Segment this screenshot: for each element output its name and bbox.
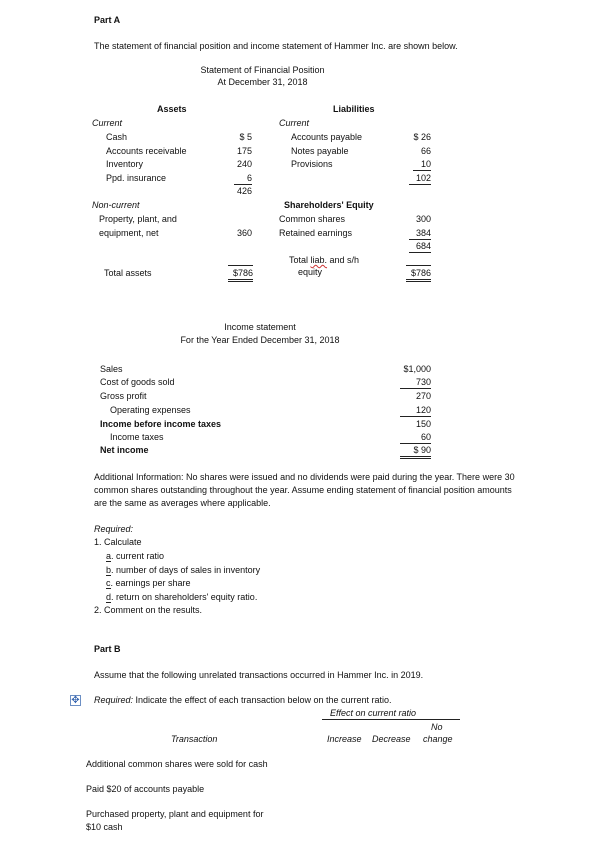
sales-value: $1,000 — [403, 364, 431, 374]
col-transaction: Transaction — [171, 734, 218, 744]
income-title: Income statement — [224, 322, 296, 332]
part-a-intro: The statement of financial position and income statement of Hammer Inc. are shown below. — [94, 41, 458, 51]
total-assets-rule — [228, 265, 253, 266]
total-liab-rule — [406, 265, 431, 266]
gross-profit-label: Gross profit — [100, 391, 147, 401]
liabilities-current-label: Current — [279, 118, 310, 128]
income-taxes-value: 60 — [400, 432, 431, 444]
assets-current-label: Current — [92, 118, 123, 128]
required-sub-item: a. current ratio — [106, 551, 165, 561]
ppe-label-line2: equipment, net — [99, 228, 159, 238]
part-b-intro: Assume that the following unrelated transactions occurred in Hammer Inc. in 2019. — [94, 670, 424, 680]
col-decrease: Decrease — [372, 734, 411, 744]
col-change: change — [423, 734, 453, 744]
additional-info-line: are the same as averages where applicable. — [94, 498, 271, 508]
equity-label: Common shares — [279, 214, 346, 224]
asset-label: Ppd. insurance — [106, 173, 167, 183]
equity-value: 300 — [415, 214, 431, 224]
required-item-2: 2. Comment on the results. — [94, 605, 203, 615]
liability-label: Accounts payable — [291, 132, 363, 142]
col-no: No — [431, 722, 443, 732]
assets-current-total: 426 — [236, 186, 252, 196]
move-arrows-icon[interactable]: ✥ — [71, 695, 80, 706]
part-b-required: Required: Indicate the effect of each transaction below on the current ratio. — [94, 695, 392, 705]
noncurrent-label: Non-current — [92, 200, 140, 210]
additional-info-line: Additional Information: No shares were issued and no dividends were paid during the year. There were 30 — [94, 472, 515, 482]
total-liab-value: $786 — [406, 268, 431, 282]
required-sub-item: c. earnings per share — [106, 578, 191, 588]
income-before-taxes-label: Income before income taxes — [100, 419, 222, 429]
sales-label: Sales — [100, 364, 123, 374]
asset-label: Cash — [106, 132, 128, 142]
equity-value: 384 — [409, 228, 431, 240]
asset-value: 240 — [236, 159, 252, 169]
required-item-1: 1. Calculate — [94, 537, 142, 547]
required-sub-item: b. number of days of sales in inventory — [106, 565, 261, 575]
liability-label: Provisions — [291, 159, 333, 169]
liabilities-header: Liabilities — [333, 104, 375, 114]
asset-label: Accounts receivable — [106, 146, 187, 156]
opex-label: Operating expenses — [110, 405, 191, 415]
sfp-date: At December 31, 2018 — [217, 77, 308, 87]
liabilities-current-total: 102 — [409, 173, 431, 185]
total-liab-label-line2: equity — [298, 267, 323, 277]
liability-value: $ 26 — [413, 132, 431, 142]
assets-header: Assets — [157, 104, 187, 114]
asset-value: $ 5 — [239, 132, 252, 142]
ppe-value: 360 — [236, 228, 252, 238]
liability-label: Notes payable — [291, 146, 349, 156]
sfp-title: Statement of Financial Position — [200, 65, 325, 75]
asset-label: Inventory — [106, 159, 144, 169]
income-period: For the Year Ended December 31, 2018 — [180, 335, 340, 345]
ppe-label: Property, plant, and — [99, 214, 177, 224]
col-increase: Increase — [327, 734, 362, 744]
asset-value: 175 — [236, 146, 252, 156]
liability-value: 66 — [420, 146, 431, 156]
effect-header: Effect on current ratio — [330, 708, 417, 718]
part-a-heading: Part A — [94, 15, 121, 25]
transaction-row: Paid $20 of accounts payable — [86, 784, 205, 794]
gross-profit-value: 270 — [415, 391, 431, 401]
income-before-taxes-value: 150 — [415, 419, 431, 429]
equity-header: Shareholders' Equity — [284, 200, 374, 210]
equity-label: Retained earnings — [279, 228, 353, 238]
opex-value: 120 — [400, 405, 431, 417]
required-sub-item: d. return on shareholders' equity ratio. — [106, 592, 258, 602]
transaction-row-line2: $10 cash — [86, 822, 123, 832]
total-assets-value: $786 — [228, 268, 253, 282]
income-taxes-label: Income taxes — [110, 432, 164, 442]
transaction-row: Additional common shares were sold for cash — [86, 759, 268, 769]
total-assets-label: Total assets — [104, 268, 152, 278]
transaction-row: Purchased property, plant and equipment for — [86, 809, 264, 819]
net-income-label: Net income — [100, 445, 149, 455]
cogs-value: 730 — [400, 377, 431, 389]
additional-info-line: common shares outstanding throughout the year. Assume ending statement of financial position amounts — [94, 485, 512, 495]
required-label: Required: — [94, 524, 134, 534]
part-b-heading: Part B — [94, 644, 121, 654]
total-liab-label: Total liab. and s/h — [289, 255, 360, 265]
liability-value: 10 — [413, 159, 431, 171]
net-income-value: $ 90 — [400, 445, 431, 459]
equity-total: 684 — [409, 241, 431, 253]
effect-header-rule — [322, 719, 460, 720]
asset-value: 6 — [234, 173, 252, 185]
cogs-label: Cost of goods sold — [100, 377, 175, 387]
